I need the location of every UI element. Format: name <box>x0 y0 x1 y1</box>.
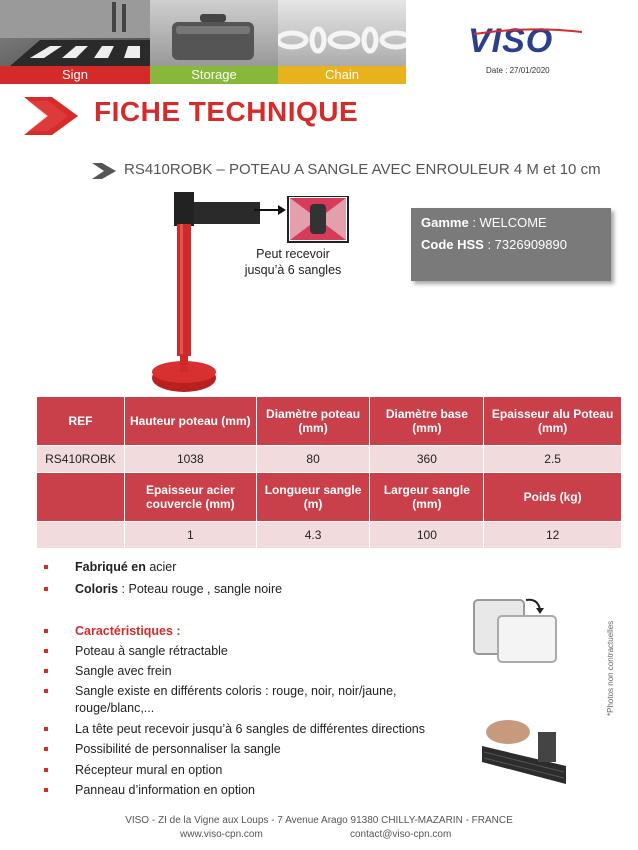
table-cell: 1038 <box>124 446 256 473</box>
detail-caption <box>238 246 348 278</box>
tag-chain: Chain <box>278 66 406 84</box>
fab-label: Fabriqué en <box>75 560 146 574</box>
subtitle-arrow-icon <box>92 163 118 179</box>
table-cell: 360 <box>370 446 484 473</box>
carac-heading: Caractéristiques : <box>75 624 181 638</box>
info-box <box>411 208 611 281</box>
spec-table <box>36 396 622 549</box>
table-header-cell: Poids (kg) <box>484 473 622 522</box>
table-cell: 1 <box>124 522 256 549</box>
chain-panel <box>278 0 406 84</box>
footer-address: VISO - ZI de la Vigne aux Loups - 7 Avenue Arago 91380 CHILLY-MAZARIN - FRANCE <box>125 815 513 826</box>
logo-swoosh <box>472 28 584 36</box>
title-arrow-icon <box>22 97 82 135</box>
gamme-value: : WELCOME <box>468 215 547 230</box>
table-header-cell: Epaisseur acier couvercle (mm) <box>124 473 256 522</box>
gamme-label: Gamme <box>421 215 469 230</box>
page-title: FICHE TECHNIQUE <box>94 96 359 127</box>
table-header-cell: Longueur sangle (m) <box>256 473 370 522</box>
table-cell: 80 <box>256 446 370 473</box>
table-header-row <box>37 397 622 446</box>
table-header-cell: Diamètre base (mm) <box>370 397 484 446</box>
caption-line-2: jusqu’à 6 sangles <box>244 263 342 277</box>
table-cell <box>37 522 125 549</box>
table-header-cell: Largeur sangle (mm) <box>370 473 484 522</box>
fab-value: acier <box>145 560 177 574</box>
color-value: : Poteau rouge , sangle noire <box>118 582 283 596</box>
caption-line-1: Peut recevoir <box>256 247 330 261</box>
strap-detail-image <box>478 710 570 794</box>
wall-receiver-image <box>470 596 562 666</box>
color-label: Coloris <box>75 582 119 596</box>
storage-panel <box>150 0 278 84</box>
table-header-cell: Hauteur poteau (mm) <box>124 397 256 446</box>
hss-label: Code HSS <box>421 237 484 252</box>
gamme-line <box>421 215 611 230</box>
chain-image <box>278 0 406 66</box>
table-row <box>37 446 622 473</box>
tag-storage: Storage <box>150 66 278 84</box>
product-subtitle: RS410ROBK – POTEAU A SANGLE AVEC ENROULEUR 4 M et 10 cm <box>124 161 601 178</box>
hss-value: : 7326909890 <box>483 237 567 252</box>
case-image <box>150 0 278 66</box>
footer-email-link[interactable]: contact@viso-cpn.com <box>350 829 452 840</box>
stanchion-image <box>140 186 260 396</box>
table-header-cell: Epaisseur alu Poteau (mm) <box>484 397 622 446</box>
road-marking-image <box>0 0 150 66</box>
table-cell: 12 <box>484 522 622 549</box>
table-cell: 2.5 <box>484 446 622 473</box>
table-header-cell <box>37 473 125 522</box>
table-header-cell: Diamètre poteau (mm) <box>256 397 370 446</box>
tag-sign: Sign <box>0 66 150 84</box>
table-cell: 4.3 <box>256 522 370 549</box>
table-row <box>37 522 622 549</box>
hss-line <box>421 237 611 252</box>
sign-panel <box>0 0 150 84</box>
date: Date : 27/01/2020 <box>486 66 550 75</box>
footer-website-link[interactable]: www.viso-cpn.com <box>180 829 263 840</box>
table-header-cell: REF <box>37 397 125 446</box>
table-cell: 100 <box>370 522 484 549</box>
header-banner <box>0 0 406 84</box>
table-cell: RS410ROBK <box>37 446 125 473</box>
photos-disclaimer: *Photos non contractuelles <box>606 620 615 716</box>
arrow-to-detail <box>254 196 354 246</box>
viso-logo: VISO <box>468 22 554 60</box>
table-header-row <box>37 473 622 522</box>
